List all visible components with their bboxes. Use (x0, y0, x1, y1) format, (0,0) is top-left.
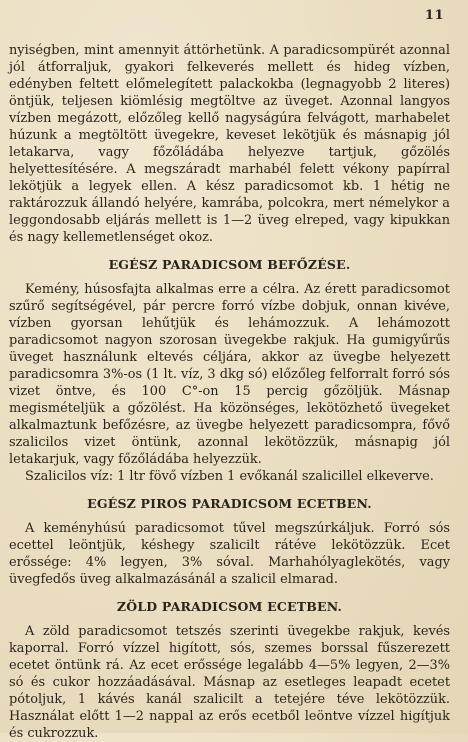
section1-paragraph: Kemény, húsosfajta alkalmas erre a célra. Az érett paradicsomot szűrő segítségével, pár percre forró vízbe dobjuk, onnan kivéve, vízben gyorsan lehűtjük és lehámozzuk. A lehámozott paradicsomot nagyon szorosan üvegekbe rakjuk. Ha gumigyűrűs üveget használunk eltevés céljára, akkor az üvegbe helyezett paradicsomra 3%-os (1 lt. víz, 3 dkg só) előzőleg felforralt forró sós vizet öntve, és 100 C°-on 15 percig gőzöljük. Másnap megismételjük a gőzölést. Ha közönséges, lekötözhető üvegeket alkalmaztunk befőzésre, az üvegbe helyezett paradicsompra, fővő szalicilos vizet öntünk, azonnal lekötözzük, másnapig jól letakarjuk, vagy főzőládába helyezzük. (9, 282, 450, 467)
section1-salicylic-note: Szalicilos víz: 1 ltr fövő vízben 1 evőkanál szalicillel elkeverve. (25, 469, 434, 484)
page-text (9, 42, 450, 742)
section-title-whole-red-tomato-vinegar: EGÉSZ PIROS PARADICSOM ECETBEN. (87, 496, 372, 511)
section3-paragraph: A zöld paradicsomot tetszés szerinti üvegekbe rakjuk, kevés kaporral. Forró vízzel higított, sós, szemes borssal fűszerezett ecetet öntünk rá. Az ecet erőssége legalább 4—5% legyen, 2—3% só és cukor hozzáadásával. Másnap az esetleges leapadt ecetet pótoljuk, 1 kávés kanál szalicilt a tetejére téve lekötözzük. Használat előtt 1—2 nappal az erős ecetből leöntve vízzel higítjuk és cukrozzuk. (9, 624, 450, 741)
section2-paragraph: A keményhúsú paradicsomot tűvel megszúrkáljuk. Forró sós ecettel leöntjük, késhegy szalicilt rátéve lekötözzük. Ecet erőssége: 4% legyen, 3% sóval. Marhahólyaglekötés, vagy üvegfedős üveg alkalmazásánál a szalicil elmarad. (9, 521, 450, 587)
section-title-whole-tomato-preserving: EGÉSZ PARADICSOM BEFŐZÉSE. (108, 257, 351, 272)
intro-paragraph: nyiségben, mint amennyit áttörhetünk. A paradicsompürét azonnal jól átforraljuk, gyakori felkeverés mellett és hideg vízben, edényben feltett előmelegített palackokba (legnagyobb 2 literes) öntjük, teljesen kiömlésig megtöltve az üveget. Azonnal langyos vízben megázott, előzőleg kellő nagyságúra felvágott, marhabelet húzunk a megtöltött üvegekre, keveset lekötjük és másnapig jól letakarva, vagy főzőládába helyezve tartjuk, gőzölés helyettesítésére. A megszáradt marhabél felett vékony papírral lekötjük a legyek ellen. A kész paradicsomot kb. 1 hétig ne raktározzuk állandó helyére, kamrába, polcokra, mert némelykor a leggondosabb eljárás mellett is 1—2 üveg elreped, vagy kipukkan és nagy kellemetlenséget okoz. (9, 43, 450, 245)
page-number: 11 (424, 8, 444, 23)
section-title-green-tomato-vinegar: ZÖLD PARADICSOM ECETBEN. (116, 599, 343, 614)
